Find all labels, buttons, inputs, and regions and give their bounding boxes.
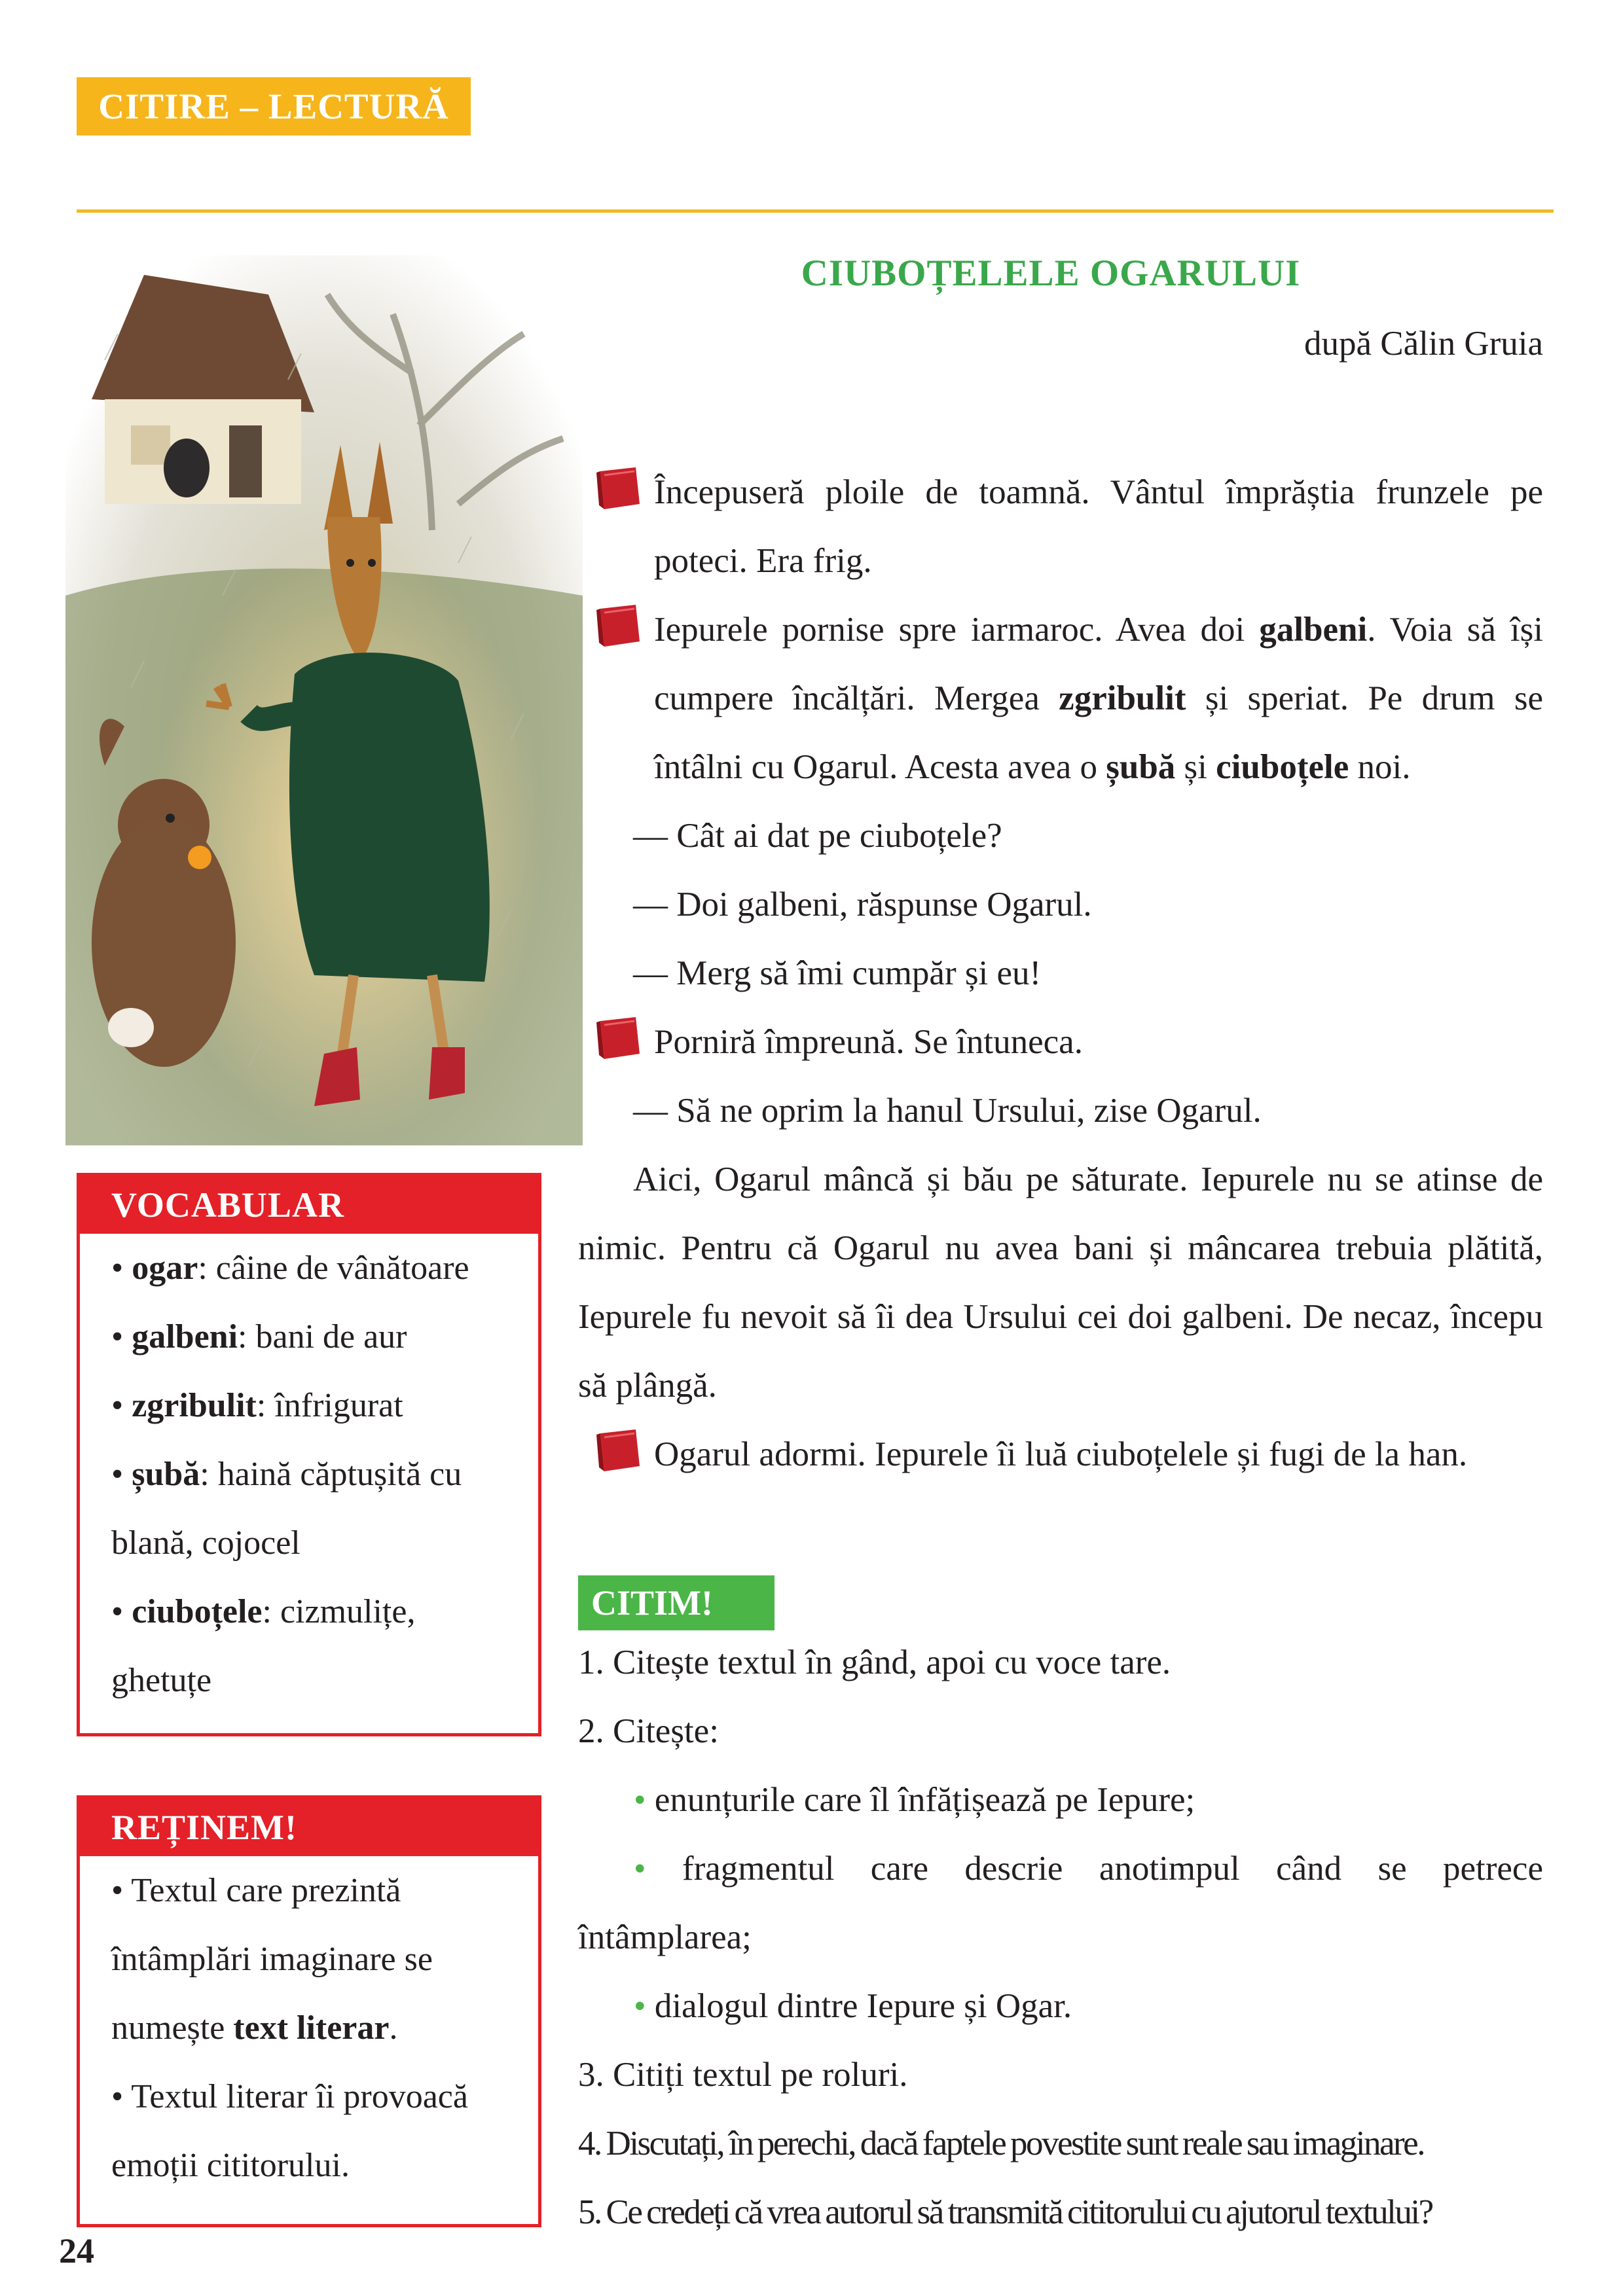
bullet-icon: • xyxy=(634,1850,646,1888)
retinem-key-term: text literar xyxy=(233,2009,390,2047)
exercise-item: 2. Citește: xyxy=(578,1712,719,1750)
story-text-segment: și xyxy=(1175,748,1216,786)
bullet: • xyxy=(111,1593,132,1630)
retinem-text: numește xyxy=(111,2009,234,2047)
story-author: după Călin Gruia xyxy=(1304,325,1543,363)
exercise-item: 1. Citește textul în gând, apoi cu voce tare. xyxy=(578,1643,1171,1681)
dialogue-line: — Să ne oprim la hanul Ursului, zise Ogarul. xyxy=(633,1092,1262,1130)
story-paragraph xyxy=(578,1420,1543,1489)
vocabulary-item xyxy=(111,1440,520,1509)
citim-tag: CITIM! xyxy=(578,1575,775,1630)
story-text-segment: Iepurele pornise spre iarmaroc. Avea doi xyxy=(654,611,1260,649)
story-paragraph-3: Porniră împreună. Se întuneca. xyxy=(654,1023,1083,1061)
exercise-subitem-continued: întâmplarea; xyxy=(578,1918,752,1956)
story-paragraph xyxy=(578,1008,1543,1077)
vocabulary-header: VOCABULAR xyxy=(80,1176,538,1234)
exercise-subitem-text: fragmentul care descrie anotimpul când se petrece xyxy=(682,1850,1543,1888)
exercise-item: 4. Discutați, în perechi, dacă faptele povestite sunt reale sau imaginare. xyxy=(578,2125,1424,2162)
vocabulary-definition: : bani de aur xyxy=(238,1318,407,1355)
story-text-segment: noi. xyxy=(1349,748,1411,786)
exercise-subitem xyxy=(578,1972,1543,2041)
vocabulary-item xyxy=(111,1302,520,1371)
bullet-icon: • xyxy=(634,1781,646,1819)
vocabulary-term: zgribulit xyxy=(132,1387,257,1424)
retinem-line: • Textul care prezintă xyxy=(111,1872,401,1909)
vocabulary-box xyxy=(77,1173,541,1736)
exercise-subitem xyxy=(578,1835,1543,1903)
exercise-item: 5. Ce credeți că vrea autorul să transmită cititorului cu ajutorul textului? xyxy=(578,2193,1432,2231)
header-divider xyxy=(77,209,1554,213)
vocabulary-term: ogar xyxy=(132,1249,198,1287)
vocabulary-item-continued xyxy=(111,1646,520,1715)
retinem-line: • Textul literar îi provoacă xyxy=(111,2078,468,2115)
story-paragraph-1: Începuseră ploile de toamnă. Vântul împrăștia frunzele pe poteci. Era frig. xyxy=(654,473,1543,580)
story-paragraph xyxy=(578,458,1543,596)
book-icon xyxy=(593,603,644,648)
bullet: • xyxy=(111,1456,132,1493)
story-paragraph-4: Aici, Ogarul mâncă și bău pe săturate. Iepurele nu se atinse de nimic. Pentru că Ogarul nu avea bani și mâncarea trebuia plătită, Iepurele fu nevoit să îi dea Ursului cei doi galbeni. De necaz, începu să plângă. xyxy=(578,1160,1543,1405)
vocab-word-ciubotele: ciuboțele xyxy=(1216,748,1349,786)
book-icon xyxy=(593,466,644,511)
vocabulary-term: galbeni xyxy=(132,1318,238,1355)
bullet-icon: • xyxy=(634,1987,646,2025)
dialogue-line: — Merg să îmi cumpăr și eu! xyxy=(633,954,1042,992)
vocab-word-suba: șubă xyxy=(1106,748,1176,786)
vocabulary-list xyxy=(80,1234,538,1724)
exercise-subitem xyxy=(578,1766,1543,1835)
vocab-word-zgribulit: zgribulit xyxy=(1059,679,1186,717)
exercise-item: 3. Citiți textul pe roluri. xyxy=(578,2056,908,2094)
vocabulary-item-continued xyxy=(111,1509,520,1577)
story-title: CIUBOȚELELE OGARULUI xyxy=(801,253,1301,294)
retinem-line xyxy=(111,1994,520,2062)
retinem-list xyxy=(80,1856,538,2209)
vocabulary-definition: ghetuțe xyxy=(111,1662,212,1699)
vocabulary-term: ciuboțele xyxy=(132,1593,263,1630)
retinem-box xyxy=(77,1795,541,2227)
exercise-list xyxy=(578,1628,1543,2247)
story-text xyxy=(578,458,1543,1489)
vocab-word-galbeni: galbeni xyxy=(1259,611,1368,649)
story-text-segment: și speriat. Pe drum se întâlni cu Ogarul. Acesta avea o xyxy=(654,679,1543,786)
book-icon xyxy=(593,1016,644,1060)
exercise-subitem-text: dialogul dintre Iepure și Ogar. xyxy=(654,1987,1072,2025)
retinem-header: REȚINEM! xyxy=(80,1799,538,1856)
bullet: • xyxy=(111,1249,132,1287)
vocabulary-definition: : câine de vânătoare xyxy=(198,1249,469,1287)
vocabulary-definition: blană, cojocel xyxy=(111,1524,301,1562)
vocabulary-definition: : haină căptușită cu xyxy=(200,1456,462,1493)
story-paragraph-5: Ogarul adormi. Iepurele îi luă ciuboțelele și fugi de la han. xyxy=(654,1435,1468,1473)
page-number: 24 xyxy=(59,2231,94,2270)
vocabulary-term: șubă xyxy=(132,1456,200,1493)
bullet: • xyxy=(111,1387,132,1424)
vocabulary-item xyxy=(111,1234,520,1302)
retinem-line: întâmplări imaginare se xyxy=(111,1941,433,1978)
retinem-text: . xyxy=(389,2009,398,2047)
dialogue-line: — Cât ai dat pe ciuboțele? xyxy=(633,817,1002,855)
book-icon xyxy=(593,1428,644,1473)
dialogue-line: — Doi galbeni, răspunse Ogarul. xyxy=(633,886,1092,924)
story-text-segment: . Voia să își cumpere încălțări. Mergea xyxy=(654,611,1543,717)
exercise-subitem-text: enunțurile care îl înfățișează pe Iepure; xyxy=(654,1781,1195,1819)
vocabulary-definition: : cizmulițe, xyxy=(262,1593,416,1630)
retinem-line: emoții cititorului. xyxy=(111,2147,350,2184)
story-illustration xyxy=(65,255,583,1145)
section-tag: CITIRE – LECTURĂ xyxy=(77,77,471,135)
story-paragraph xyxy=(578,596,1543,802)
vocabulary-item xyxy=(111,1371,520,1440)
vocabulary-item xyxy=(111,1577,520,1646)
vocabulary-definition: : înfrigurat xyxy=(256,1387,403,1424)
bullet: • xyxy=(111,1318,132,1355)
